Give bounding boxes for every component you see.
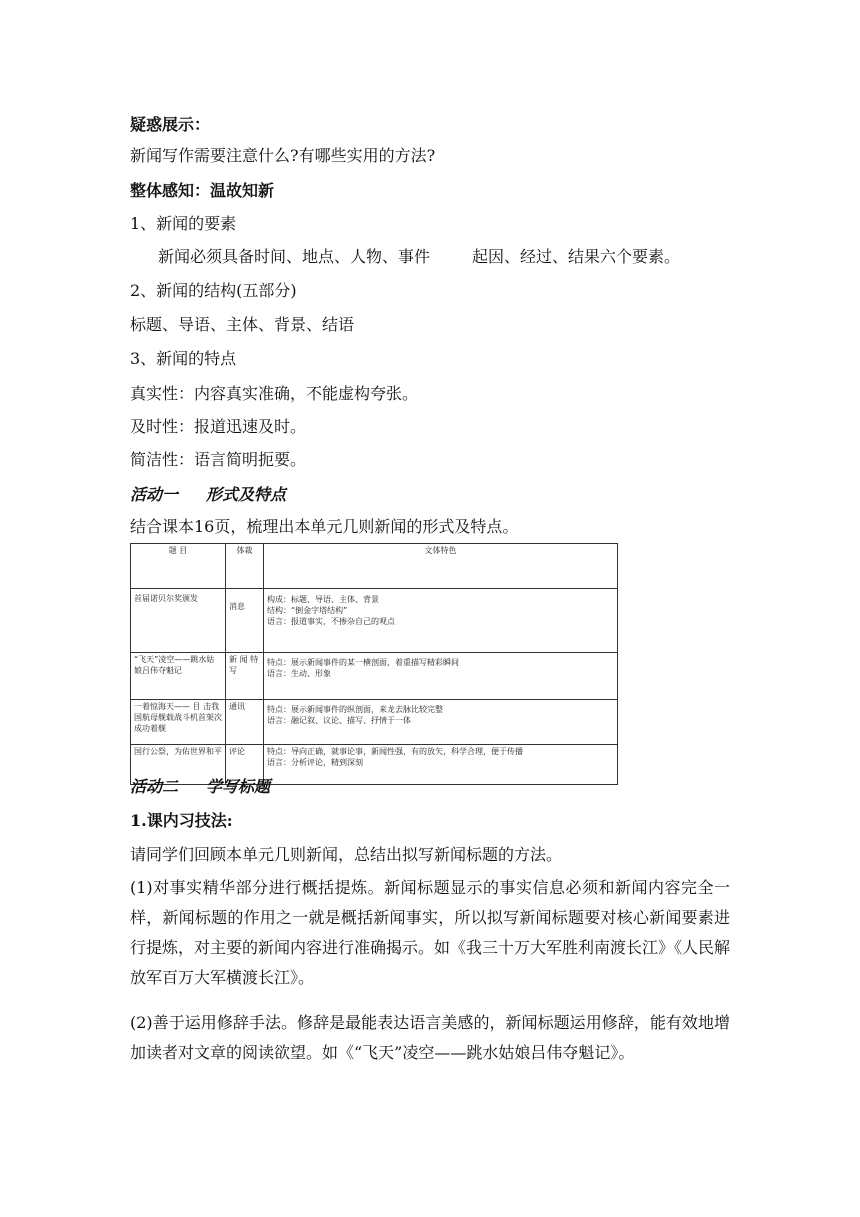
table-row: [131, 700, 618, 745]
skills-intro: 请同学们回顾本单元几则新闻，总结出拟写新闻标题的方法。: [130, 845, 563, 864]
elements-text-part-a: 新闻必须具备时间、地点、人物、事件: [158, 247, 431, 266]
activity1-label: 活动一: [130, 485, 179, 504]
table-cell-genre: 评论: [226, 745, 264, 785]
feature-concise: 简洁性：语言简明扼要。: [130, 450, 307, 469]
table-cell-features: 特点：展示新闻事件的某一横剖面，着重描写精彩瞬间 语言：生动、形象: [264, 653, 618, 700]
structure-text: 标题、导语、主体、背景、结语: [130, 315, 355, 334]
feature-truth: 真实性：内容真实准确，不能虚构夸张。: [130, 384, 419, 403]
table-cell-title: 首届诺贝尔奖颁发: [131, 589, 226, 653]
activity2-label: 活动二: [130, 777, 179, 796]
table-header-genre: 体裁: [226, 544, 264, 589]
table-cell-genre: 通讯: [226, 700, 264, 745]
table-cell-title: 国行公祭，为佑世界和平: [131, 745, 226, 785]
activity2-title: 学写标题: [206, 777, 271, 796]
feature-timely: 及时性：报道迅速及时。: [130, 417, 307, 436]
table-cell-features: 特点：导向正确，就事论事，新闻性强，有的放矢，科学合理，便于传播 语言：分析评论，精到深刻: [264, 745, 618, 785]
activity1-heading: [130, 484, 286, 506]
method-1-paragraph: (1)对事实精华部分进行概括提炼。新闻标题显示的事实信息必须和新闻内容完全一样，新闻标题的作用之一就是概括新闻事实，所以拟写新闻标题要对核心新闻要素进行提炼，对主要的新闻内容进行准确揭示。如《我三十万大军胜利南渡长江》《人民解放军百万大军横渡长江》。: [130, 878, 731, 987]
table-header-features: 文体特色: [264, 544, 618, 589]
activity2-heading: [130, 776, 270, 798]
elements-text-part-b: 起因、经过、结果六个要素。: [472, 247, 681, 266]
doubt-heading: 疑惑展示：: [130, 115, 211, 134]
table-row: [131, 589, 618, 653]
method-2-paragraph: (2)善于运用修辞手法。修辞是最能表达语言美感的，新闻标题运用修辞，能有效地增加读者对文章的阅读欲望。如《“飞天”凌空——跳水姑娘吕伟夺魁记》。: [130, 1013, 730, 1062]
skills-heading: 1.课内习技法:: [130, 811, 233, 830]
table-cell-title: 一着惊海天—— 目 击我国航母舰载战斗机首架次成功着舰: [131, 700, 226, 745]
table-cell-features: 构成：标题、导语、主体、背景 结构：“倒金字塔结构” 语言：报道事实，不掺杂自己的观点: [264, 589, 618, 653]
elements-text: [158, 246, 680, 268]
overall-heading: 整体感知：温故知新: [130, 181, 275, 200]
table-cell-genre: 消息: [226, 589, 264, 653]
activity1-instruction: 结合课本16页，梳理出本单元几则新闻的形式及特点。: [130, 517, 519, 536]
activity1-title: 形式及特点: [206, 485, 287, 504]
table-row: [131, 653, 618, 700]
table-cell-genre: 新 闻 特写: [226, 653, 264, 700]
doubt-question: 新闻写作需要注意什么?有哪些实用的方法?: [130, 146, 436, 165]
features-heading: 3、新闻的特点: [130, 349, 237, 368]
table-cell-title: “飞天”凌空——跳水姑娘吕伟夺魁记: [131, 653, 226, 700]
structure-heading: 2、新闻的结构(五部分): [130, 281, 297, 300]
table-header-row: [131, 544, 618, 589]
news-forms-table: [130, 543, 618, 785]
table-header-title: 题 目: [131, 544, 226, 589]
table-cell-features: 特点：展示新闻事件的纵剖面，来龙去脉比较完整 语言：融记叙、议论、描写、抒情于一体: [264, 700, 618, 745]
elements-heading: 1、新闻的要素: [130, 214, 237, 233]
